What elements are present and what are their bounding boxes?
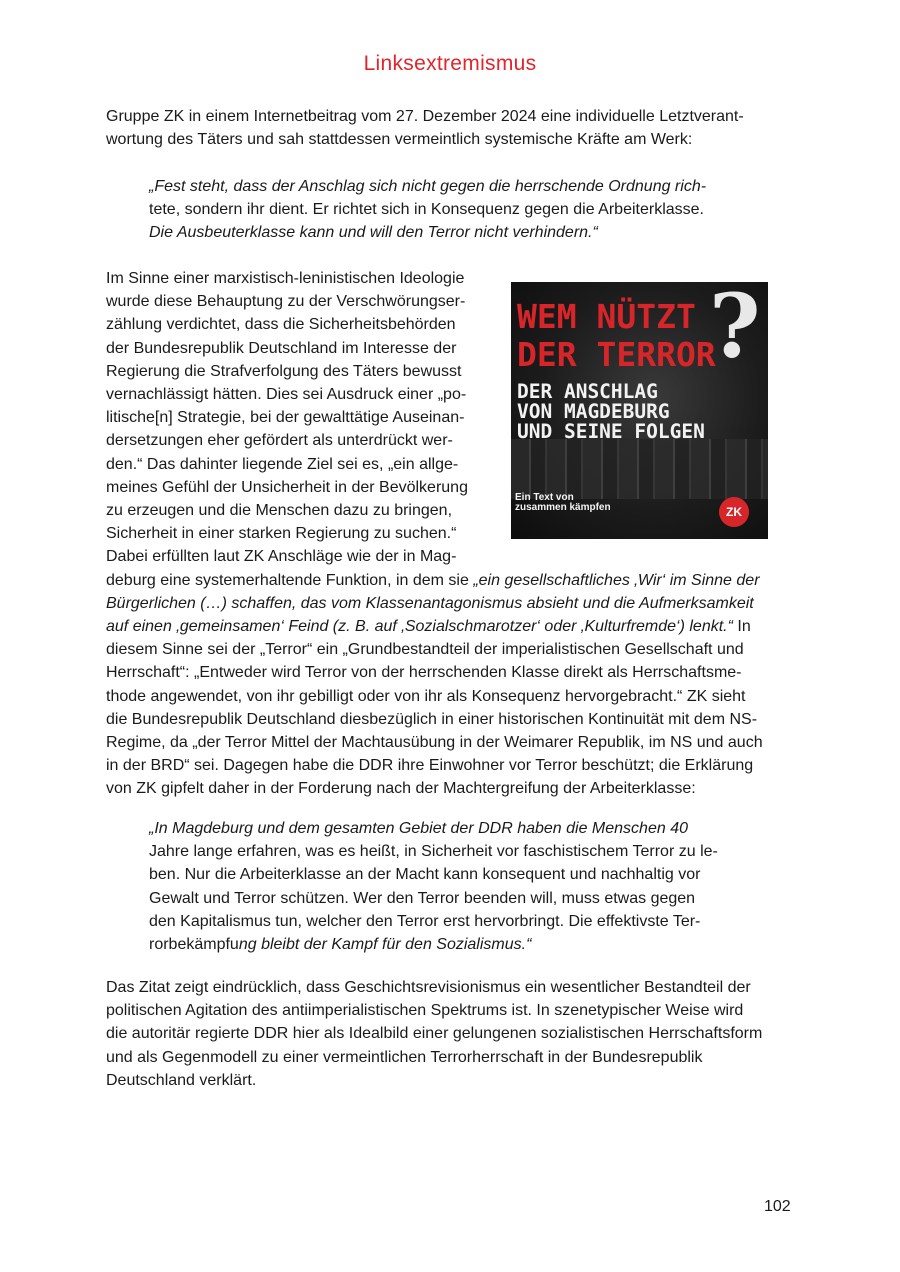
text-line: von ZK gipfelt daher in der Forderung nach der Machtergreifung der Arbeiterklasse: <box>106 780 696 798</box>
quote-block-2 <box>149 817 769 956</box>
text-line: Deutschland verklärt. <box>106 1071 257 1089</box>
image-headline-red: WEM NÜTZT <box>517 297 696 336</box>
text-line: in der BRD“ sei. Dagegen habe die DDR ihre Einwohner vor Terror beschützt; die Erklärung <box>106 757 754 775</box>
zk-logo: ZK <box>719 497 749 527</box>
closing-paragraph <box>106 976 796 1092</box>
text-line: zählung verdichtet, dass die Sicherheitsbehörden <box>106 316 456 334</box>
quoted-text: auf einen ‚gemeinsamen‘ Feind (z. B. auf ‚Sozialschmarotzer‘ oder ‚Kulturfremde‘) lenkt.“ <box>106 618 733 636</box>
intro-paragraph <box>106 105 796 151</box>
text-line: die autoritär regierte DDR hier als Idealbild einer gelungenen sozialistischen Herrschaftsform <box>106 1025 763 1043</box>
text-line: Im Sinne einer marxistisch-leninistischen Ideologie <box>106 270 465 287</box>
image-subtitle: VON MAGDEBURG <box>517 400 670 423</box>
quote-line: tete, sondern ihr dient. Er richtet sich in Konsequenz gegen die Arbeiterklasse. <box>149 201 704 219</box>
image-subtitle: UND SEINE FOLGEN <box>517 420 705 443</box>
text-line: der Bundesrepublik Deutschland im Interesse der <box>106 339 457 357</box>
page-number: 102 <box>764 1198 791 1215</box>
running-header: Linksextremismus <box>363 52 537 75</box>
text-line: Dabei erfüllten laut ZK Anschläge wie der in Mag- <box>106 548 457 566</box>
text-line: Herrschaft“: „Entweder wird Terror von der herrschenden Klasse direkt als Herrschaftsme- <box>106 664 742 682</box>
image-headline-red: DER TERROR <box>517 335 716 374</box>
quote-block-1 <box>149 175 769 245</box>
text-run: ng bleibt der Kampf für den Sozialismus.“ <box>238 936 532 954</box>
text-line <box>106 569 796 592</box>
text-line: Das Zitat zeigt eindrücklich, dass Geschichtsrevisionismus ein wesentlicher Bestandteil der <box>106 979 751 996</box>
quote-line: Gewalt und Terror schützen. Wer den Terror beenden will, muss etwas gegen <box>149 889 696 907</box>
text-line: Sicherheit in einer starken Regierung zu suchen.“ <box>106 525 457 543</box>
text-line: thode angewendet, von ihr gebilligt oder von ihr als Konsequenz hervorgebracht.“ ZK sieht <box>106 687 746 705</box>
quote-line: „In Magdeburg und dem gesamten Gebiet der DDR haben die Menschen 40 <box>149 820 688 837</box>
text-line <box>106 615 796 638</box>
text-run: In <box>732 618 751 636</box>
quote-line: „Fest steht, dass der Anschlag sich nicht gegen die herrschende Ordnung rich- <box>149 178 707 195</box>
text-line: den.“ Das dahinter liegende Ziel sei es, „ein allge- <box>106 455 459 473</box>
text-line: diesem Sinne sei der „Terror“ ein „Grundbestandteil der imperialistischen Gesellschaft und <box>106 641 744 659</box>
question-mark-icon: ? <box>709 282 761 378</box>
text-line: die Bundesrepublik Deutschland diesbezüglich in einer historischen Kontinuität mit dem NS- <box>106 710 758 728</box>
text-run: rorbekämpfu <box>149 936 239 954</box>
text-line: dersetzungen eher gefördert als unterdrückt wer- <box>106 432 453 450</box>
text-line: vernachlässigt hätten. Dies sei Ausdruck einer „po- <box>106 386 467 404</box>
text-line: Regierung die Strafverfolgung des Täters bewusst <box>106 362 462 380</box>
text-line: Regime, da „der Terror Mittel der Machtausübung in der Weimarer Republik, im NS und auch <box>106 734 763 752</box>
text-line: wurde diese Behauptung zu der Verschwörungser- <box>106 293 466 311</box>
caption-line: Ein Text von <box>515 492 574 503</box>
quoted-text: Bürgerlichen (…) schaffen, das vom Klassenantagonismus absieht und die Aufmerksamkeit <box>106 594 754 612</box>
quote-line: Jahre lange erfahren, was es heißt, in Sicherheit vor faschistischem Terror zu le- <box>149 843 718 861</box>
quote-line: Die Ausbeuterklasse kann und will den Terror nicht verhindern.“ <box>149 224 598 242</box>
text-line: Gruppe ZK in einem Internetbeitrag vom 27. Dezember 2024 eine individuelle Letztverant- <box>106 108 744 125</box>
image-subtitle: DER ANSCHLAG <box>517 380 658 403</box>
text-run: deburg eine systemerhaltende Funktion, in dem sie <box>106 571 474 589</box>
caption-line: zusammen kämpfen <box>515 502 611 513</box>
quote-line: den Kapitalismus tun, welcher den Terror erst hervorbringt. Die effektivste Ter- <box>149 912 701 930</box>
quote-line <box>149 933 769 956</box>
body-paragraph <box>106 267 796 801</box>
quoted-text: „ein gesellschaftliches ‚Wir‘ im Sinne der <box>473 571 760 589</box>
text-line: litische[n] Strategie, bei der gewalttätige Auseinan- <box>106 409 465 427</box>
text-line: meines Gefühl der Unsicherheit in der Bevölkerung <box>106 478 468 496</box>
text-line: politischen Agitation des antiimperialistischen Spektrums ist. In szenetypischer Weise wird <box>106 1002 744 1020</box>
text-line: zu erzeugen und die Menschen dazu zu bringen, <box>106 502 453 520</box>
text-line: wortung des Täters und sah stattdessen vermeintlich systemische Kräfte am Werk: <box>106 131 693 149</box>
quote-line: ben. Nur die Arbeiterklasse an der Macht kann konsequent und nachhaltig vor <box>149 866 701 884</box>
text-line: und als Gegenmodell zu einer vermeintlichen Terrorherrschaft in der Bundesrepublik <box>106 1048 703 1066</box>
